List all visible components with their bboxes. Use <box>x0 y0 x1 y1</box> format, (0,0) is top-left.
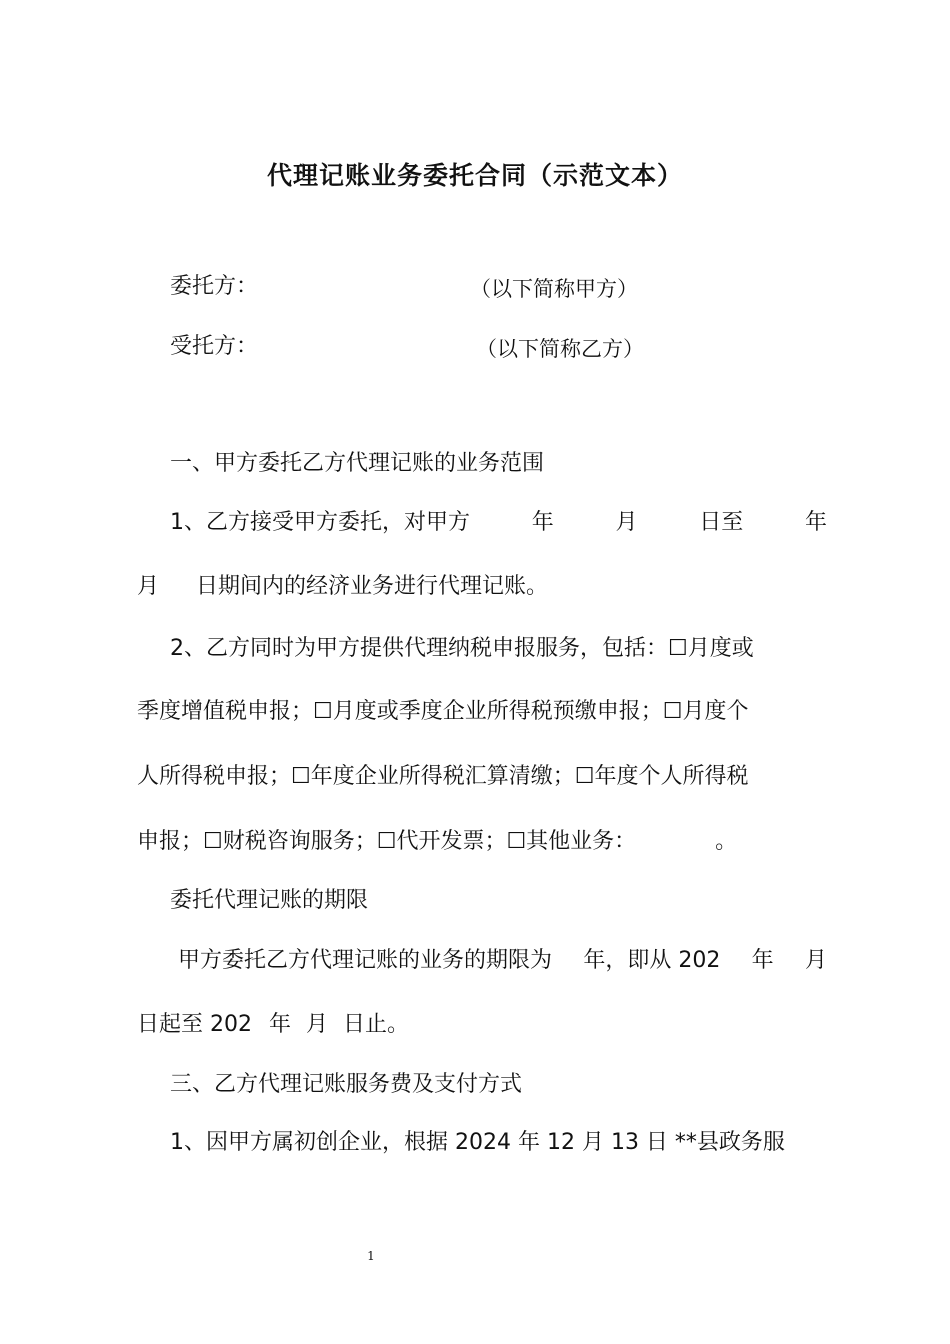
section2-until-year: 年 <box>269 1012 292 1037</box>
item2-line4-text: 申报；☐财税咨询服务；☐代开发票；☐其他业务： <box>137 829 626 854</box>
item1-month: 月 <box>615 510 638 535</box>
item1-year: 年 <box>531 510 554 535</box>
document-title: 代理记账业务委托合同（示范文本） <box>266 161 683 190</box>
item1-month-end: 月 <box>137 574 160 599</box>
section1-item1-line2 <box>137 572 827 602</box>
section1-item2-line4 <box>137 827 827 857</box>
section2-until-month: 月 <box>306 1012 329 1037</box>
section2-until: 日起至 202 <box>137 1012 252 1037</box>
section2-term-month: 月 <box>804 948 827 973</box>
section3-item1-line1: 1、因甲方属初创企业，根据 2024 年 12 月 13 日 **县政务服 <box>170 1130 785 1155</box>
party-a-suffix: （以下简称甲方） <box>470 277 638 301</box>
section1-item1-line1 <box>170 508 827 538</box>
section1-item2-line1: 2、乙方同时为甲方提供代理纳税申报服务，包括：☐月度或 <box>170 636 754 661</box>
item2-line4-period: 。 <box>715 829 738 854</box>
section1-item2-line3: 人所得税申报；☐年度企业所得税汇算清缴；☐年度个人所得税 <box>137 764 749 789</box>
section2-until-day: 日止。 <box>343 1012 410 1037</box>
section1-heading: 一、甲方委托乙方代理记账的业务范围 <box>170 451 545 476</box>
section1-item2-line2: 季度增值税申报；☐月度或季度企业所得税预缴申报；☐月度个 <box>137 699 749 724</box>
page-number: 1 <box>367 1249 375 1263</box>
item1-tail: 日期间内的经济业务进行代理记账。 <box>196 574 549 599</box>
section2-term-text: 甲方委托乙方代理记账的业务的期限为 <box>178 948 553 973</box>
section3-heading: 三、乙方代理记账服务费及支付方式 <box>170 1072 523 1097</box>
party-b-suffix: （以下简称乙方） <box>476 337 644 361</box>
section2-term-year: 年 <box>751 948 774 973</box>
item1-text: 1、乙方接受甲方委托，对甲方 <box>170 510 470 535</box>
section2-line2 <box>137 1010 827 1040</box>
section2-line1 <box>178 946 827 976</box>
item1-day-to: 日至 <box>699 510 744 535</box>
party-a-label: 委托方： <box>170 274 259 299</box>
party-b-label: 受托方： <box>170 334 259 359</box>
section2-heading: 委托代理记账的期限 <box>170 888 369 913</box>
section2-term-from: 年，即从 202 <box>583 948 721 973</box>
item1-year-end: 年 <box>804 510 827 535</box>
